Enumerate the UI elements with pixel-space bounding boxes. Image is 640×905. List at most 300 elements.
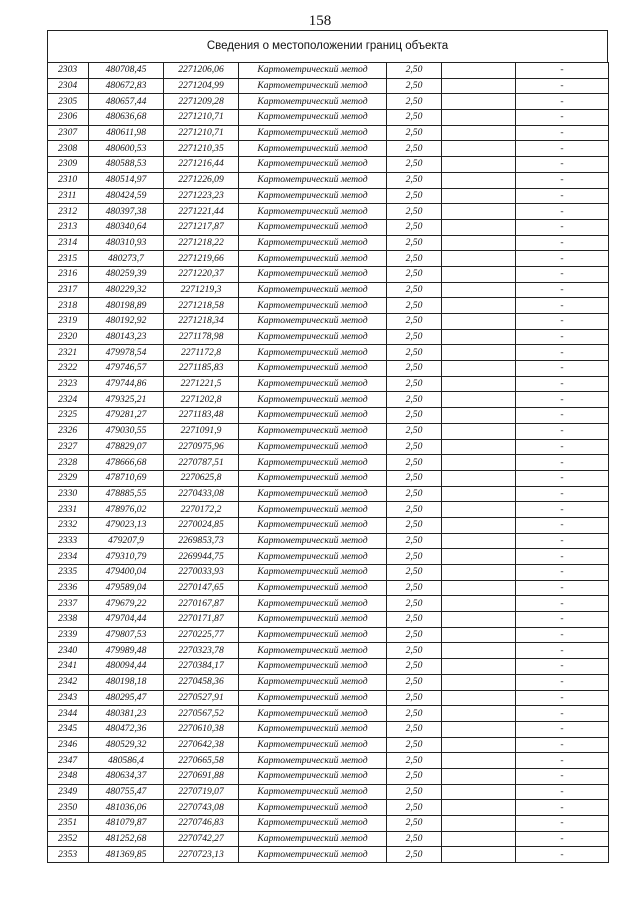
point-number-cell: 2318 (48, 298, 89, 314)
point-number-cell: 2338 (48, 612, 89, 628)
y-coordinate-cell: 2270787,51 (164, 455, 239, 471)
x-coordinate-cell: 479310,79 (89, 549, 164, 565)
y-coordinate-cell: 2271218,58 (164, 298, 239, 314)
method-cell: Картометрический метод (239, 329, 387, 345)
precision-cell: 2,50 (387, 408, 442, 424)
empty-cell (442, 455, 516, 471)
precision-cell: 2,50 (387, 63, 442, 79)
empty-cell (442, 784, 516, 800)
y-coordinate-cell: 2270024,85 (164, 517, 239, 533)
description-cell: - (516, 690, 609, 706)
x-coordinate-cell: 479744,86 (89, 376, 164, 392)
empty-cell (442, 63, 516, 79)
table-row (48, 580, 609, 596)
table-row (48, 831, 609, 847)
precision-cell: 2,50 (387, 266, 442, 282)
description-cell: - (516, 423, 609, 439)
description-cell: - (516, 282, 609, 298)
table-row (48, 737, 609, 753)
empty-cell (442, 266, 516, 282)
description-cell: - (516, 533, 609, 549)
description-cell: - (516, 78, 609, 94)
y-coordinate-cell: 2270746,83 (164, 816, 239, 832)
y-coordinate-cell: 2270665,58 (164, 753, 239, 769)
point-number-cell: 2344 (48, 706, 89, 722)
x-coordinate-cell: 480381,23 (89, 706, 164, 722)
empty-cell (442, 94, 516, 110)
empty-cell (442, 408, 516, 424)
y-coordinate-cell: 2271219,66 (164, 251, 239, 267)
method-cell: Картометрический метод (239, 706, 387, 722)
description-cell: - (516, 753, 609, 769)
empty-cell (442, 831, 516, 847)
description-cell: - (516, 565, 609, 581)
x-coordinate-cell: 478885,55 (89, 486, 164, 502)
method-cell: Картометрический метод (239, 580, 387, 596)
table-row (48, 565, 609, 581)
precision-cell: 2,50 (387, 298, 442, 314)
method-cell: Картометрический метод (239, 314, 387, 330)
description-cell: - (516, 329, 609, 345)
x-coordinate-cell: 481369,85 (89, 847, 164, 863)
table-row (48, 690, 609, 706)
y-coordinate-cell: 2270567,52 (164, 706, 239, 722)
empty-cell (442, 659, 516, 675)
y-coordinate-cell: 2271218,34 (164, 314, 239, 330)
table-row (48, 659, 609, 675)
precision-cell: 2,50 (387, 329, 442, 345)
method-cell: Картометрический метод (239, 376, 387, 392)
method-cell: Картометрический метод (239, 737, 387, 753)
x-coordinate-cell: 481252,68 (89, 831, 164, 847)
y-coordinate-cell: 2270167,87 (164, 596, 239, 612)
precision-cell: 2,50 (387, 94, 442, 110)
x-coordinate-cell: 481079,87 (89, 816, 164, 832)
empty-cell (442, 502, 516, 518)
description-cell: - (516, 706, 609, 722)
point-number-cell: 2345 (48, 721, 89, 737)
method-cell: Картометрический метод (239, 690, 387, 706)
description-cell: - (516, 172, 609, 188)
empty-cell (442, 439, 516, 455)
empty-cell (442, 517, 516, 533)
x-coordinate-cell: 480586,4 (89, 753, 164, 769)
precision-cell: 2,50 (387, 376, 442, 392)
precision-cell: 2,50 (387, 612, 442, 628)
description-cell: - (516, 800, 609, 816)
description-cell: - (516, 674, 609, 690)
description-cell: - (516, 486, 609, 502)
point-number-cell: 2330 (48, 486, 89, 502)
precision-cell: 2,50 (387, 235, 442, 251)
description-cell: - (516, 125, 609, 141)
empty-cell (442, 470, 516, 486)
x-coordinate-cell: 480198,89 (89, 298, 164, 314)
method-cell: Картометрический метод (239, 831, 387, 847)
x-coordinate-cell: 480514,97 (89, 172, 164, 188)
table-row (48, 125, 609, 141)
point-number-cell: 2316 (48, 266, 89, 282)
method-cell: Картометрический метод (239, 643, 387, 659)
precision-cell: 2,50 (387, 361, 442, 377)
description-cell: - (516, 314, 609, 330)
empty-cell (442, 533, 516, 549)
table-row (48, 706, 609, 722)
y-coordinate-cell: 2270975,96 (164, 439, 239, 455)
method-cell: Картометрический метод (239, 172, 387, 188)
method-cell: Картометрический метод (239, 266, 387, 282)
x-coordinate-cell: 480273,7 (89, 251, 164, 267)
x-coordinate-cell: 478976,02 (89, 502, 164, 518)
empty-cell (442, 690, 516, 706)
y-coordinate-cell: 2271202,8 (164, 392, 239, 408)
empty-cell (442, 847, 516, 863)
y-coordinate-cell: 2270433,08 (164, 486, 239, 502)
empty-cell (442, 486, 516, 502)
precision-cell: 2,50 (387, 565, 442, 581)
method-cell: Картометрический метод (239, 659, 387, 675)
empty-cell (442, 768, 516, 784)
precision-cell: 2,50 (387, 439, 442, 455)
description-cell: - (516, 392, 609, 408)
x-coordinate-cell: 480340,64 (89, 219, 164, 235)
point-number-cell: 2321 (48, 345, 89, 361)
y-coordinate-cell: 2270323,78 (164, 643, 239, 659)
description-cell: - (516, 847, 609, 863)
x-coordinate-cell: 480472,36 (89, 721, 164, 737)
table-row (48, 753, 609, 769)
precision-cell: 2,50 (387, 314, 442, 330)
precision-cell: 2,50 (387, 78, 442, 94)
y-coordinate-cell: 2270033,93 (164, 565, 239, 581)
method-cell: Картометрический метод (239, 125, 387, 141)
point-number-cell: 2331 (48, 502, 89, 518)
method-cell: Картометрический метод (239, 251, 387, 267)
x-coordinate-cell: 480094,44 (89, 659, 164, 675)
point-number-cell: 2311 (48, 188, 89, 204)
point-number-cell: 2336 (48, 580, 89, 596)
table-row (48, 517, 609, 533)
method-cell: Картометрический метод (239, 188, 387, 204)
point-number-cell: 2308 (48, 141, 89, 157)
empty-cell (442, 314, 516, 330)
precision-cell: 2,50 (387, 517, 442, 533)
empty-cell (442, 251, 516, 267)
description-cell: - (516, 721, 609, 737)
empty-cell (442, 565, 516, 581)
point-number-cell: 2326 (48, 423, 89, 439)
table-row (48, 63, 609, 79)
x-coordinate-cell: 480529,32 (89, 737, 164, 753)
point-number-cell: 2323 (48, 376, 89, 392)
y-coordinate-cell: 2271204,99 (164, 78, 239, 94)
precision-cell: 2,50 (387, 706, 442, 722)
point-number-cell: 2343 (48, 690, 89, 706)
table-row (48, 376, 609, 392)
precision-cell: 2,50 (387, 470, 442, 486)
method-cell: Картометрический метод (239, 204, 387, 220)
table-row (48, 251, 609, 267)
precision-cell: 2,50 (387, 110, 442, 126)
precision-cell: 2,50 (387, 141, 442, 157)
point-number-cell: 2313 (48, 219, 89, 235)
method-cell: Картометрический метод (239, 596, 387, 612)
description-cell: - (516, 596, 609, 612)
x-coordinate-cell: 480424,59 (89, 188, 164, 204)
x-coordinate-cell: 480672,83 (89, 78, 164, 94)
description-cell: - (516, 502, 609, 518)
empty-cell (442, 298, 516, 314)
table-row (48, 784, 609, 800)
x-coordinate-cell: 480310,93 (89, 235, 164, 251)
table-row (48, 298, 609, 314)
empty-cell (442, 721, 516, 737)
point-number-cell: 2348 (48, 768, 89, 784)
x-coordinate-cell: 480229,32 (89, 282, 164, 298)
empty-cell (442, 549, 516, 565)
y-coordinate-cell: 2271223,23 (164, 188, 239, 204)
description-cell: - (516, 659, 609, 675)
y-coordinate-cell: 2270723,13 (164, 847, 239, 863)
description-cell: - (516, 235, 609, 251)
x-coordinate-cell: 478710,69 (89, 470, 164, 486)
precision-cell: 2,50 (387, 157, 442, 173)
method-cell: Картометрический метод (239, 235, 387, 251)
precision-cell: 2,50 (387, 502, 442, 518)
table-row (48, 345, 609, 361)
point-number-cell: 2349 (48, 784, 89, 800)
precision-cell: 2,50 (387, 596, 442, 612)
y-coordinate-cell: 2270384,17 (164, 659, 239, 675)
description-cell: - (516, 94, 609, 110)
table-row (48, 533, 609, 549)
x-coordinate-cell: 479704,44 (89, 612, 164, 628)
description-cell: - (516, 737, 609, 753)
point-number-cell: 2304 (48, 78, 89, 94)
x-coordinate-cell: 479989,48 (89, 643, 164, 659)
y-coordinate-cell: 2271172,8 (164, 345, 239, 361)
table-body (48, 63, 609, 863)
precision-cell: 2,50 (387, 188, 442, 204)
precision-cell: 2,50 (387, 204, 442, 220)
point-number-cell: 2309 (48, 157, 89, 173)
table-row (48, 266, 609, 282)
x-coordinate-cell: 480600,53 (89, 141, 164, 157)
method-cell: Картометрический метод (239, 502, 387, 518)
point-number-cell: 2325 (48, 408, 89, 424)
description-cell: - (516, 266, 609, 282)
method-cell: Картометрический метод (239, 674, 387, 690)
x-coordinate-cell: 478666,68 (89, 455, 164, 471)
x-coordinate-cell: 480198,18 (89, 674, 164, 690)
precision-cell: 2,50 (387, 345, 442, 361)
y-coordinate-cell: 2270610,38 (164, 721, 239, 737)
x-coordinate-cell: 479807,53 (89, 627, 164, 643)
description-cell: - (516, 141, 609, 157)
empty-cell (442, 423, 516, 439)
description-cell: - (516, 188, 609, 204)
x-coordinate-cell: 480636,68 (89, 110, 164, 126)
description-cell: - (516, 361, 609, 377)
point-number-cell: 2319 (48, 314, 89, 330)
precision-cell: 2,50 (387, 690, 442, 706)
precision-cell: 2,50 (387, 282, 442, 298)
empty-cell (442, 188, 516, 204)
method-cell: Картометрический метод (239, 470, 387, 486)
table-row (48, 816, 609, 832)
x-coordinate-cell: 480259,39 (89, 266, 164, 282)
empty-cell (442, 674, 516, 690)
method-cell: Картометрический метод (239, 517, 387, 533)
empty-cell (442, 219, 516, 235)
point-number-cell: 2341 (48, 659, 89, 675)
y-coordinate-cell: 2271206,06 (164, 63, 239, 79)
method-cell: Картометрический метод (239, 392, 387, 408)
y-coordinate-cell: 2270642,38 (164, 737, 239, 753)
empty-cell (442, 361, 516, 377)
description-cell: - (516, 549, 609, 565)
precision-cell: 2,50 (387, 768, 442, 784)
method-cell: Картометрический метод (239, 847, 387, 863)
x-coordinate-cell: 479023,13 (89, 517, 164, 533)
table-row (48, 439, 609, 455)
y-coordinate-cell: 2270743,08 (164, 800, 239, 816)
empty-cell (442, 612, 516, 628)
point-number-cell: 2327 (48, 439, 89, 455)
point-number-cell: 2322 (48, 361, 89, 377)
table-row (48, 329, 609, 345)
y-coordinate-cell: 2271221,5 (164, 376, 239, 392)
method-cell: Картометрический метод (239, 784, 387, 800)
y-coordinate-cell: 2270147,65 (164, 580, 239, 596)
empty-cell (442, 627, 516, 643)
table-row (48, 141, 609, 157)
precision-cell: 2,50 (387, 659, 442, 675)
y-coordinate-cell: 2271209,28 (164, 94, 239, 110)
description-cell: - (516, 784, 609, 800)
precision-cell: 2,50 (387, 392, 442, 408)
table-row (48, 721, 609, 737)
table-row (48, 486, 609, 502)
precision-cell: 2,50 (387, 816, 442, 832)
point-number-cell: 2335 (48, 565, 89, 581)
y-coordinate-cell: 2271210,35 (164, 141, 239, 157)
precision-cell: 2,50 (387, 831, 442, 847)
point-number-cell: 2352 (48, 831, 89, 847)
method-cell: Картометрический метод (239, 612, 387, 628)
description-cell: - (516, 816, 609, 832)
method-cell: Картометрический метод (239, 565, 387, 581)
table-row (48, 470, 609, 486)
description-cell: - (516, 157, 609, 173)
precision-cell: 2,50 (387, 423, 442, 439)
x-coordinate-cell: 480143,23 (89, 329, 164, 345)
method-cell: Картометрический метод (239, 78, 387, 94)
x-coordinate-cell: 480611,98 (89, 125, 164, 141)
point-number-cell: 2333 (48, 533, 89, 549)
method-cell: Картометрический метод (239, 141, 387, 157)
point-number-cell: 2306 (48, 110, 89, 126)
precision-cell: 2,50 (387, 580, 442, 596)
table-row (48, 847, 609, 863)
method-cell: Картометрический метод (239, 486, 387, 502)
precision-cell: 2,50 (387, 251, 442, 267)
page-number: 158 (308, 13, 332, 29)
point-number-cell: 2339 (48, 627, 89, 643)
point-number-cell: 2340 (48, 643, 89, 659)
point-number-cell: 2317 (48, 282, 89, 298)
x-coordinate-cell: 480295,47 (89, 690, 164, 706)
empty-cell (442, 596, 516, 612)
description-cell: - (516, 517, 609, 533)
table-row (48, 768, 609, 784)
table-row (48, 314, 609, 330)
description-cell: - (516, 219, 609, 235)
y-coordinate-cell: 2271210,71 (164, 125, 239, 141)
y-coordinate-cell: 2270742,27 (164, 831, 239, 847)
description-cell: - (516, 63, 609, 79)
table-row (48, 157, 609, 173)
description-cell: - (516, 204, 609, 220)
precision-cell: 2,50 (387, 643, 442, 659)
method-cell: Картометрический метод (239, 219, 387, 235)
empty-cell (442, 816, 516, 832)
x-coordinate-cell: 480588,53 (89, 157, 164, 173)
empty-cell (442, 110, 516, 126)
description-cell: - (516, 612, 609, 628)
empty-cell (442, 643, 516, 659)
point-number-cell: 2307 (48, 125, 89, 141)
y-coordinate-cell: 2271217,87 (164, 219, 239, 235)
x-coordinate-cell: 480708,45 (89, 63, 164, 79)
precision-cell: 2,50 (387, 172, 442, 188)
y-coordinate-cell: 2270458,36 (164, 674, 239, 690)
precision-cell: 2,50 (387, 455, 442, 471)
y-coordinate-cell: 2269944,75 (164, 549, 239, 565)
description-cell: - (516, 110, 609, 126)
description-cell: - (516, 345, 609, 361)
table-row (48, 674, 609, 690)
point-number-cell: 2351 (48, 816, 89, 832)
method-cell: Картометрический метод (239, 298, 387, 314)
table-row (48, 78, 609, 94)
precision-cell: 2,50 (387, 737, 442, 753)
precision-cell: 2,50 (387, 674, 442, 690)
description-cell: - (516, 643, 609, 659)
table-row (48, 282, 609, 298)
description-cell: - (516, 376, 609, 392)
precision-cell: 2,50 (387, 533, 442, 549)
method-cell: Картометрический метод (239, 816, 387, 832)
y-coordinate-cell: 2269853,73 (164, 533, 239, 549)
method-cell: Картометрический метод (239, 721, 387, 737)
y-coordinate-cell: 2271216,44 (164, 157, 239, 173)
y-coordinate-cell: 2271220,37 (164, 266, 239, 282)
method-cell: Картометрический метод (239, 455, 387, 471)
x-coordinate-cell: 480755,47 (89, 784, 164, 800)
empty-cell (442, 78, 516, 94)
y-coordinate-cell: 2271219,3 (164, 282, 239, 298)
x-coordinate-cell: 480397,38 (89, 204, 164, 220)
table-row (48, 110, 609, 126)
x-coordinate-cell: 478829,07 (89, 439, 164, 455)
point-number-cell: 2315 (48, 251, 89, 267)
y-coordinate-cell: 2271221,44 (164, 204, 239, 220)
y-coordinate-cell: 2271091,9 (164, 423, 239, 439)
y-coordinate-cell: 2271210,71 (164, 110, 239, 126)
empty-cell (442, 376, 516, 392)
point-number-cell: 2312 (48, 204, 89, 220)
